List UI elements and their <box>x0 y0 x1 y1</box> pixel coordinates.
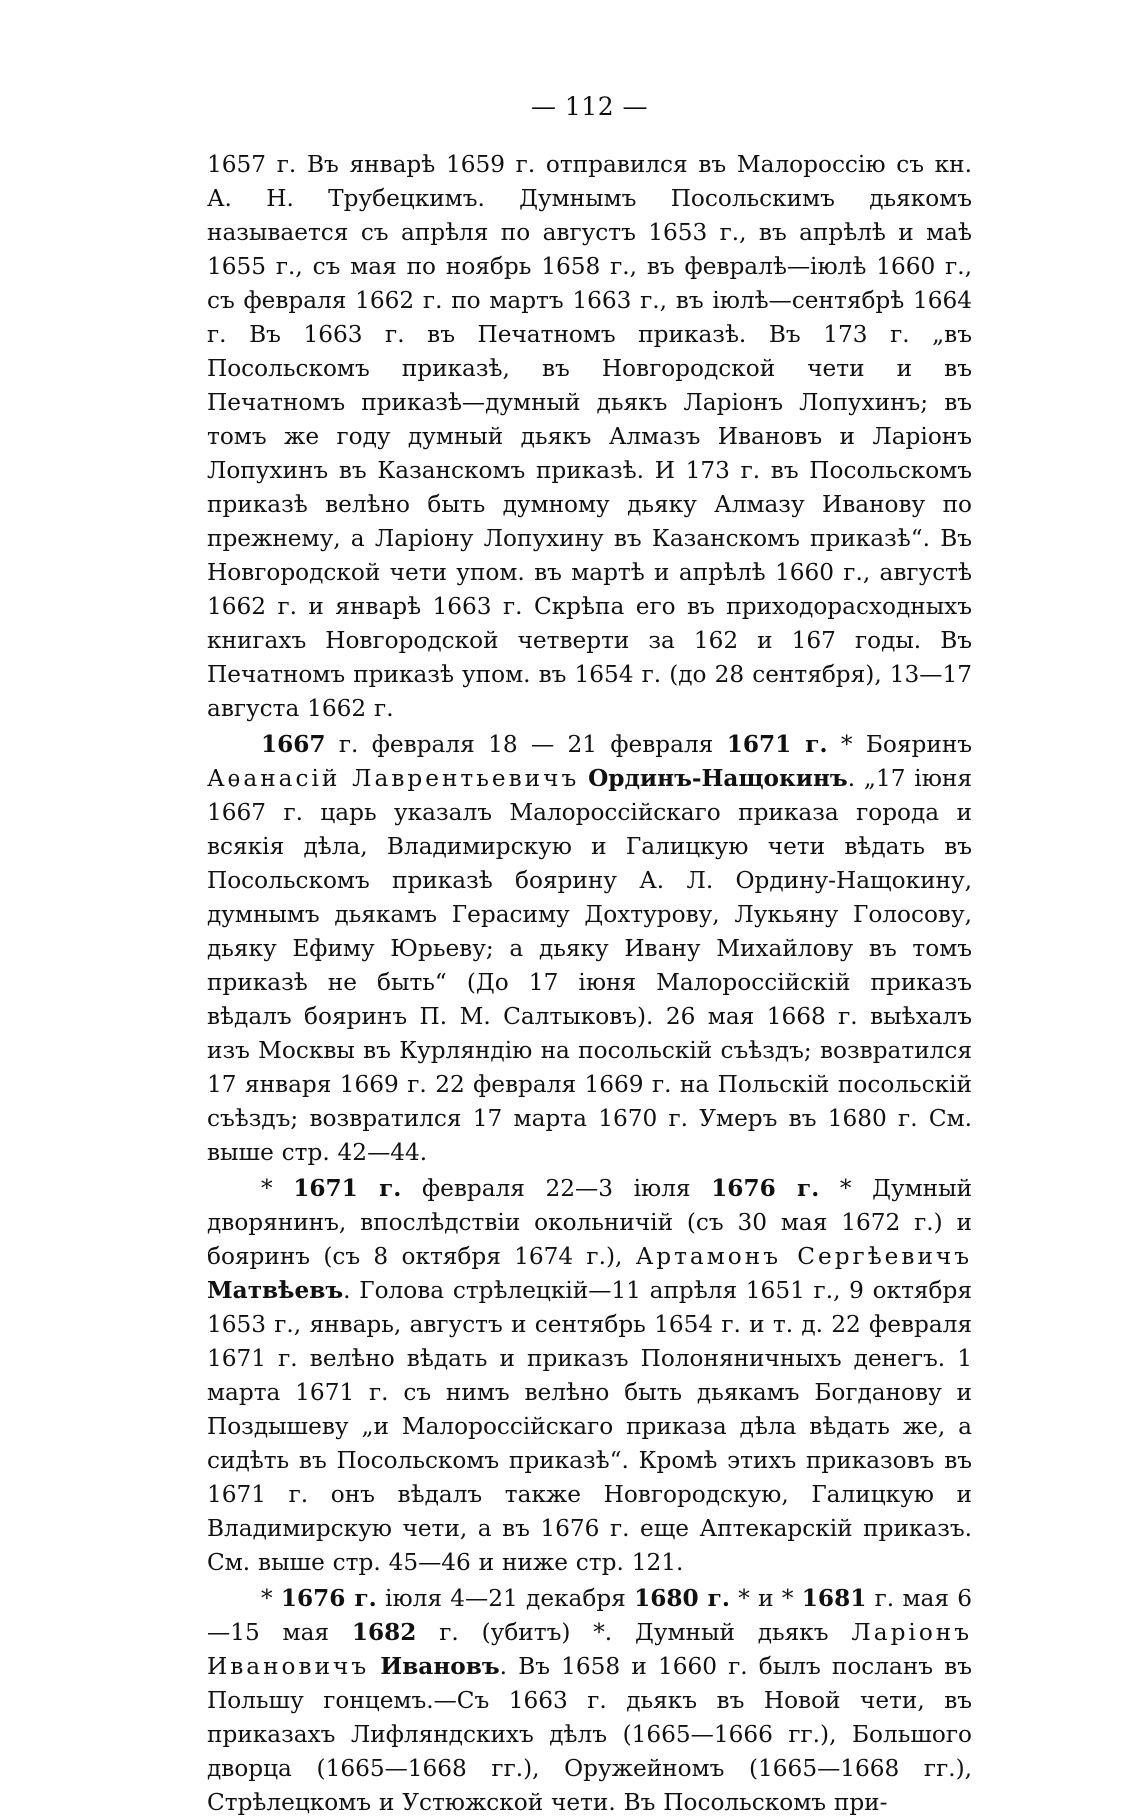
bold-text-run: 1682 <box>351 1619 417 1646</box>
spaced-name-run: Артамонъ Сергѣевичъ <box>635 1243 972 1270</box>
text-run: * <box>261 1175 294 1202</box>
text-run: * и * <box>729 1585 802 1612</box>
bold-text-run: Ординъ-Нащокинъ <box>588 765 848 792</box>
paragraph <box>207 148 972 726</box>
text-run: февраля 22—3 іюля <box>401 1175 712 1202</box>
text-run <box>369 1653 380 1680</box>
text-run: . Голова стрѣлецкій—11 апрѣля 1651 г., 9 октября 1653 г., январь, августъ и сентябрь 1654 г. и т. д. 22 февраля 1671 г. велѣно вѣдать и приказъ Полоняничныхъ денегъ. 1 марта 1671 г. съ нимъ велѣно быть дьякамъ Богданову и Поздышеву „и Малороссійскаго приказа дѣла вѣдать же, а сидѣть въ Посольскомъ приказѣ“. Кромѣ этихъ приказовъ въ 1671 г. онъ вѣдалъ также Новгородскую, Галицкую и Владимирскую чети, а въ 1676 г. еще Аптекарскій приказъ. См. выше стр. 45—46 и ниже стр. 121. <box>207 1277 972 1576</box>
page-number: — 112 — <box>530 92 649 121</box>
text-run: іюля 4—21 декабря <box>376 1585 635 1612</box>
text-run: * Бояринъ <box>827 731 973 758</box>
body-text <box>207 148 972 1820</box>
paragraph <box>207 728 972 1170</box>
text-run: г. (убитъ) *. Думный дьякъ <box>416 1619 852 1646</box>
text-run: г. мая 6—15 мая <box>207 1585 973 1646</box>
bold-text-run: 1671 г. <box>726 731 828 758</box>
text-run: . Въ 1658 и 1660 г. былъ посланъ въ Польшу гонцемъ.—Съ 1663 г. дьякъ въ Новой чети, въ приказахъ Лифляндскихъ дѣлъ (1665—1666 гг.), Большого дворца (1665—1668 гг.), Оружейномъ (1665—1668 гг.), Стрѣлецкомъ и Устюжской чети. Въ Посольскомъ при- <box>207 1653 972 1816</box>
text-run: * Думный дворянинъ, впослѣдствіи окольничій (съ 30 мая 1672 г.) и бояринъ (съ 8 октября 1674 г.), <box>207 1175 973 1270</box>
text-run: * <box>261 1585 281 1612</box>
spaced-name-run: Аѳанасій Лаврентьевичъ <box>207 765 580 792</box>
bold-text-run: 1676 г. <box>280 1585 377 1612</box>
bold-text-run: Ивановъ <box>380 1653 500 1680</box>
bold-text-run: 1667 <box>261 731 326 758</box>
bold-text-run: 1671 г. <box>293 1175 402 1202</box>
paragraph <box>207 1582 972 1820</box>
text-run <box>579 765 588 792</box>
text-run: . „17 іюня 1667 г. царь указалъ Малороссійскаго приказа города и всякія дѣла, Владимирскую и Галицкую чети вѣдать въ Посольскомъ приказѣ боярину А. Л. Ордину-Нащокину, думнымъ дьякамъ Герасиму Дохтурову, Лукьяну Голосову, дьяку Ефиму Юрьеву; а дьяку Ивану Михайлову въ томъ приказѣ не быть“ (До 17 іюня Малороссійскій приказъ вѣдалъ бояринъ П. М. Салтыковъ). 26 мая 1668 г. выѣхалъ изъ Москвы въ Курляндію на посольскій съѣздъ; возвратился 17 января 1669 г. 22 февраля 1669 г. на Польскій посольскій съѣздъ; возвратился 17 марта 1670 г. Умеръ въ 1680 г. См. выше стр. 42—44. <box>207 765 972 1166</box>
text-run: г. февраля 18 — 21 февраля <box>325 731 727 758</box>
bold-text-run: 1681 <box>801 1585 867 1612</box>
paragraph <box>207 1172 972 1580</box>
bold-text-run: Матвѣевъ <box>207 1277 344 1304</box>
spaced-name-run: Ларіонъ Ивановичъ <box>207 1619 972 1680</box>
document-page <box>207 92 972 1820</box>
text-run: 1657 г. Въ январѣ 1659 г. отправился въ Малороссію съ кн. А. Н. Трубецкимъ. Думнымъ Посольскимъ дьякомъ называется съ апрѣля по августъ 1653 г., въ апрѣлѣ и маѣ 1655 г., съ мая по ноябрь 1658 г., въ февралѣ—іюлѣ 1660 г., съ февраля 1662 г. по мартъ 1663 г., въ іюлѣ—сентябрѣ 1664 г. Въ 1663 г. въ Печатномъ приказѣ. Въ 173 г. „въ Посольскомъ приказѣ, въ Новгородской чети и въ Печатномъ приказѣ—думный дьякъ Ларіонъ Лопухинъ; въ томъ же году думный дьякъ Алмазъ Ивановъ и Ларіонъ Лопухинъ въ Казанскомъ приказѣ. И 173 г. въ Посольскомъ приказѣ велѣно быть думному дьяку Алмазу Иванову по прежнему, а Ларіону Лопухину въ Казанскомъ приказѣ“. Въ Новгородской чети упом. въ мартѣ и апрѣлѣ 1660 г., августѣ 1662 г. и январѣ 1663 г. Скрѣпа его въ приходорасходныхъ книгахъ Новгородской четверти за 162 и 167 годы. Въ Печатномъ приказѣ упом. въ 1654 г. (до 28 сентября), 13—17 августа 1662 г. <box>207 151 972 722</box>
bold-text-run: 1680 г. <box>634 1585 730 1612</box>
bold-text-run: 1676 г. <box>711 1175 820 1202</box>
